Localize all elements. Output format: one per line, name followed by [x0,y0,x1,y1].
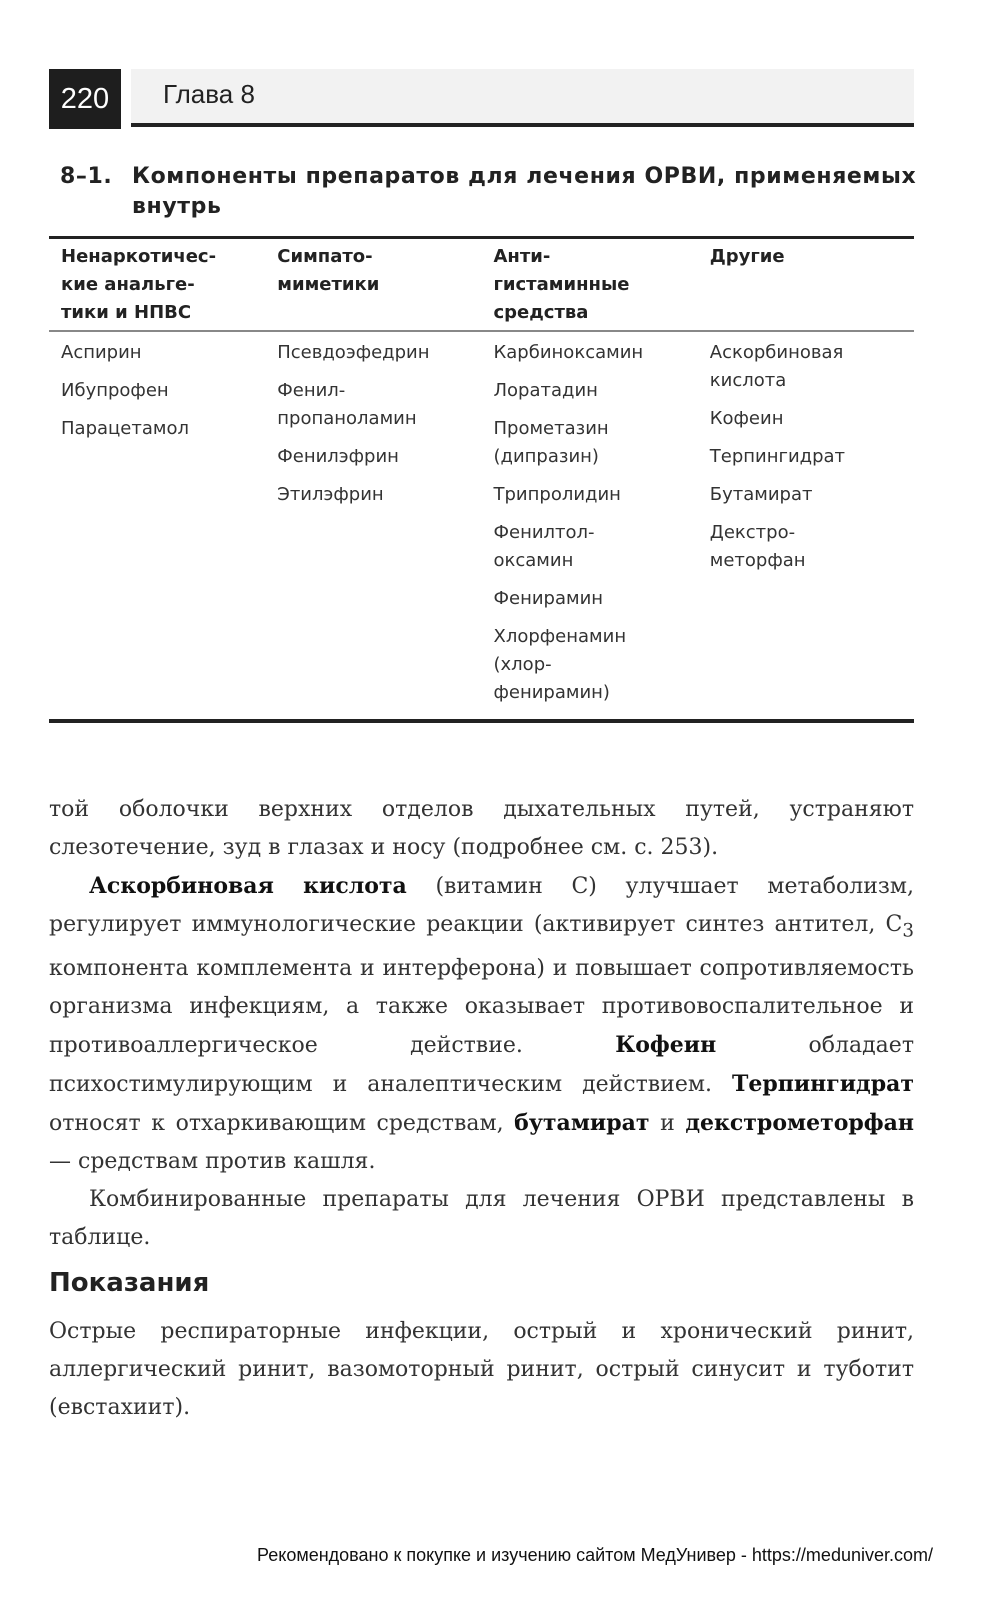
term-ascorbic-acid: Аскорбиновая кислота [89,873,407,899]
column-antihistamines [482,339,698,707]
section-text: Острые респираторные инфекции, острый и хронический ринит, аллергический ринит, вазомоторный ринит, острый синусит и туботит (евстахиит). [49,1319,914,1420]
footer-note: Рекомендовано к покупке и изучению сайтом МедУнивер - https://meduniver.com/ [257,1545,933,1565]
column-header-antihistamines: Анти- гистаминные средства [493,246,630,323]
column-sympathomimetics [265,339,481,707]
column-header-sympathomimetics: Симпато- миметики [277,246,380,295]
table-title: Компоненты препаратов для лечения ОРВИ, применяемых внутрь [132,164,917,219]
table-cell: Трипролидин [493,484,621,505]
table-cell: Бутамират [709,484,813,505]
table-header-row [49,239,914,332]
table-cell: Лоратадин [493,380,598,401]
table-cell: Псевдоэфедрин [277,342,430,363]
paragraph-continuation: той оболочки верхних отделов дыхательных путей, устраняют слезотечение, зуд в глазах и носу (подробнее см. с. 253). [49,797,914,860]
paragraph-components: Аскорбиновая кислота (витамин С) улучшает метаболизм, регулирует иммунологические реакции (активирует синтез антител, $С_3$ компонента комплемента и интерферона) и повышает сопротивляемость организма инфекциям, а также оказывает противовоспалительное и противоаллергическое действие. Кофеин обладает психостимулирующим и аналептическим действием. Терпингидрат относят к отхаркивающим средствам, бутамират и декстрометорфан — средствам против кашля. [49,873,914,1175]
table-cell: Фенилэфрин [277,446,399,467]
table-cell: Фенилтол- оксамин [493,522,595,571]
table-cell: Фенирамин [493,588,604,609]
body-text [49,791,914,1257]
table-body-row [49,332,914,719]
paragraph-combined: Комбинированные препараты для лечения ОРВИ представлены в таблице. [49,1187,914,1251]
table-cell: Кофеин [709,408,784,429]
column-other [698,339,914,707]
page-header [49,69,914,129]
term-dextromethorphan: декстрометорфан [685,1110,914,1137]
table-cell: Карбиноксамин [493,342,644,363]
table-cell: Терпингидрат [709,446,846,467]
column-analgesics [49,339,265,707]
table-cell: Парацетамол [61,418,189,439]
table-cell: Фенил- пропаноламин [277,380,417,429]
table-caption [60,162,920,222]
column-header-analgesics: Ненаркотичес- кие анальге- тики и НПВС [61,246,217,323]
table-cell: Прометазин (дипразин) [493,418,609,467]
chapter-title: Глава 8 [163,79,255,109]
drug-components-table [49,236,914,723]
term-caffeine: Кофеин [615,1032,717,1059]
table-cell: Аскорбиновая кислота [709,342,844,391]
table-cell: Ибупрофен [61,380,169,401]
table-cell: Хлорфенамин (хлор- фенирамин) [493,626,627,703]
column-header-other: Другие [709,246,785,267]
section-heading: Показания [49,1268,210,1298]
table-number: 8–1. [60,164,113,189]
table-cell: Этилэфрин [277,484,384,505]
chapter-band [131,69,914,127]
table-cell: Декстро- меторфан [709,522,806,571]
term-terpinhydrate: Терпингидрат [731,1071,914,1098]
term-butamirate: бутамират [514,1110,650,1137]
page-number: 220 [49,69,121,129]
table-cell: Аспирин [61,342,142,363]
